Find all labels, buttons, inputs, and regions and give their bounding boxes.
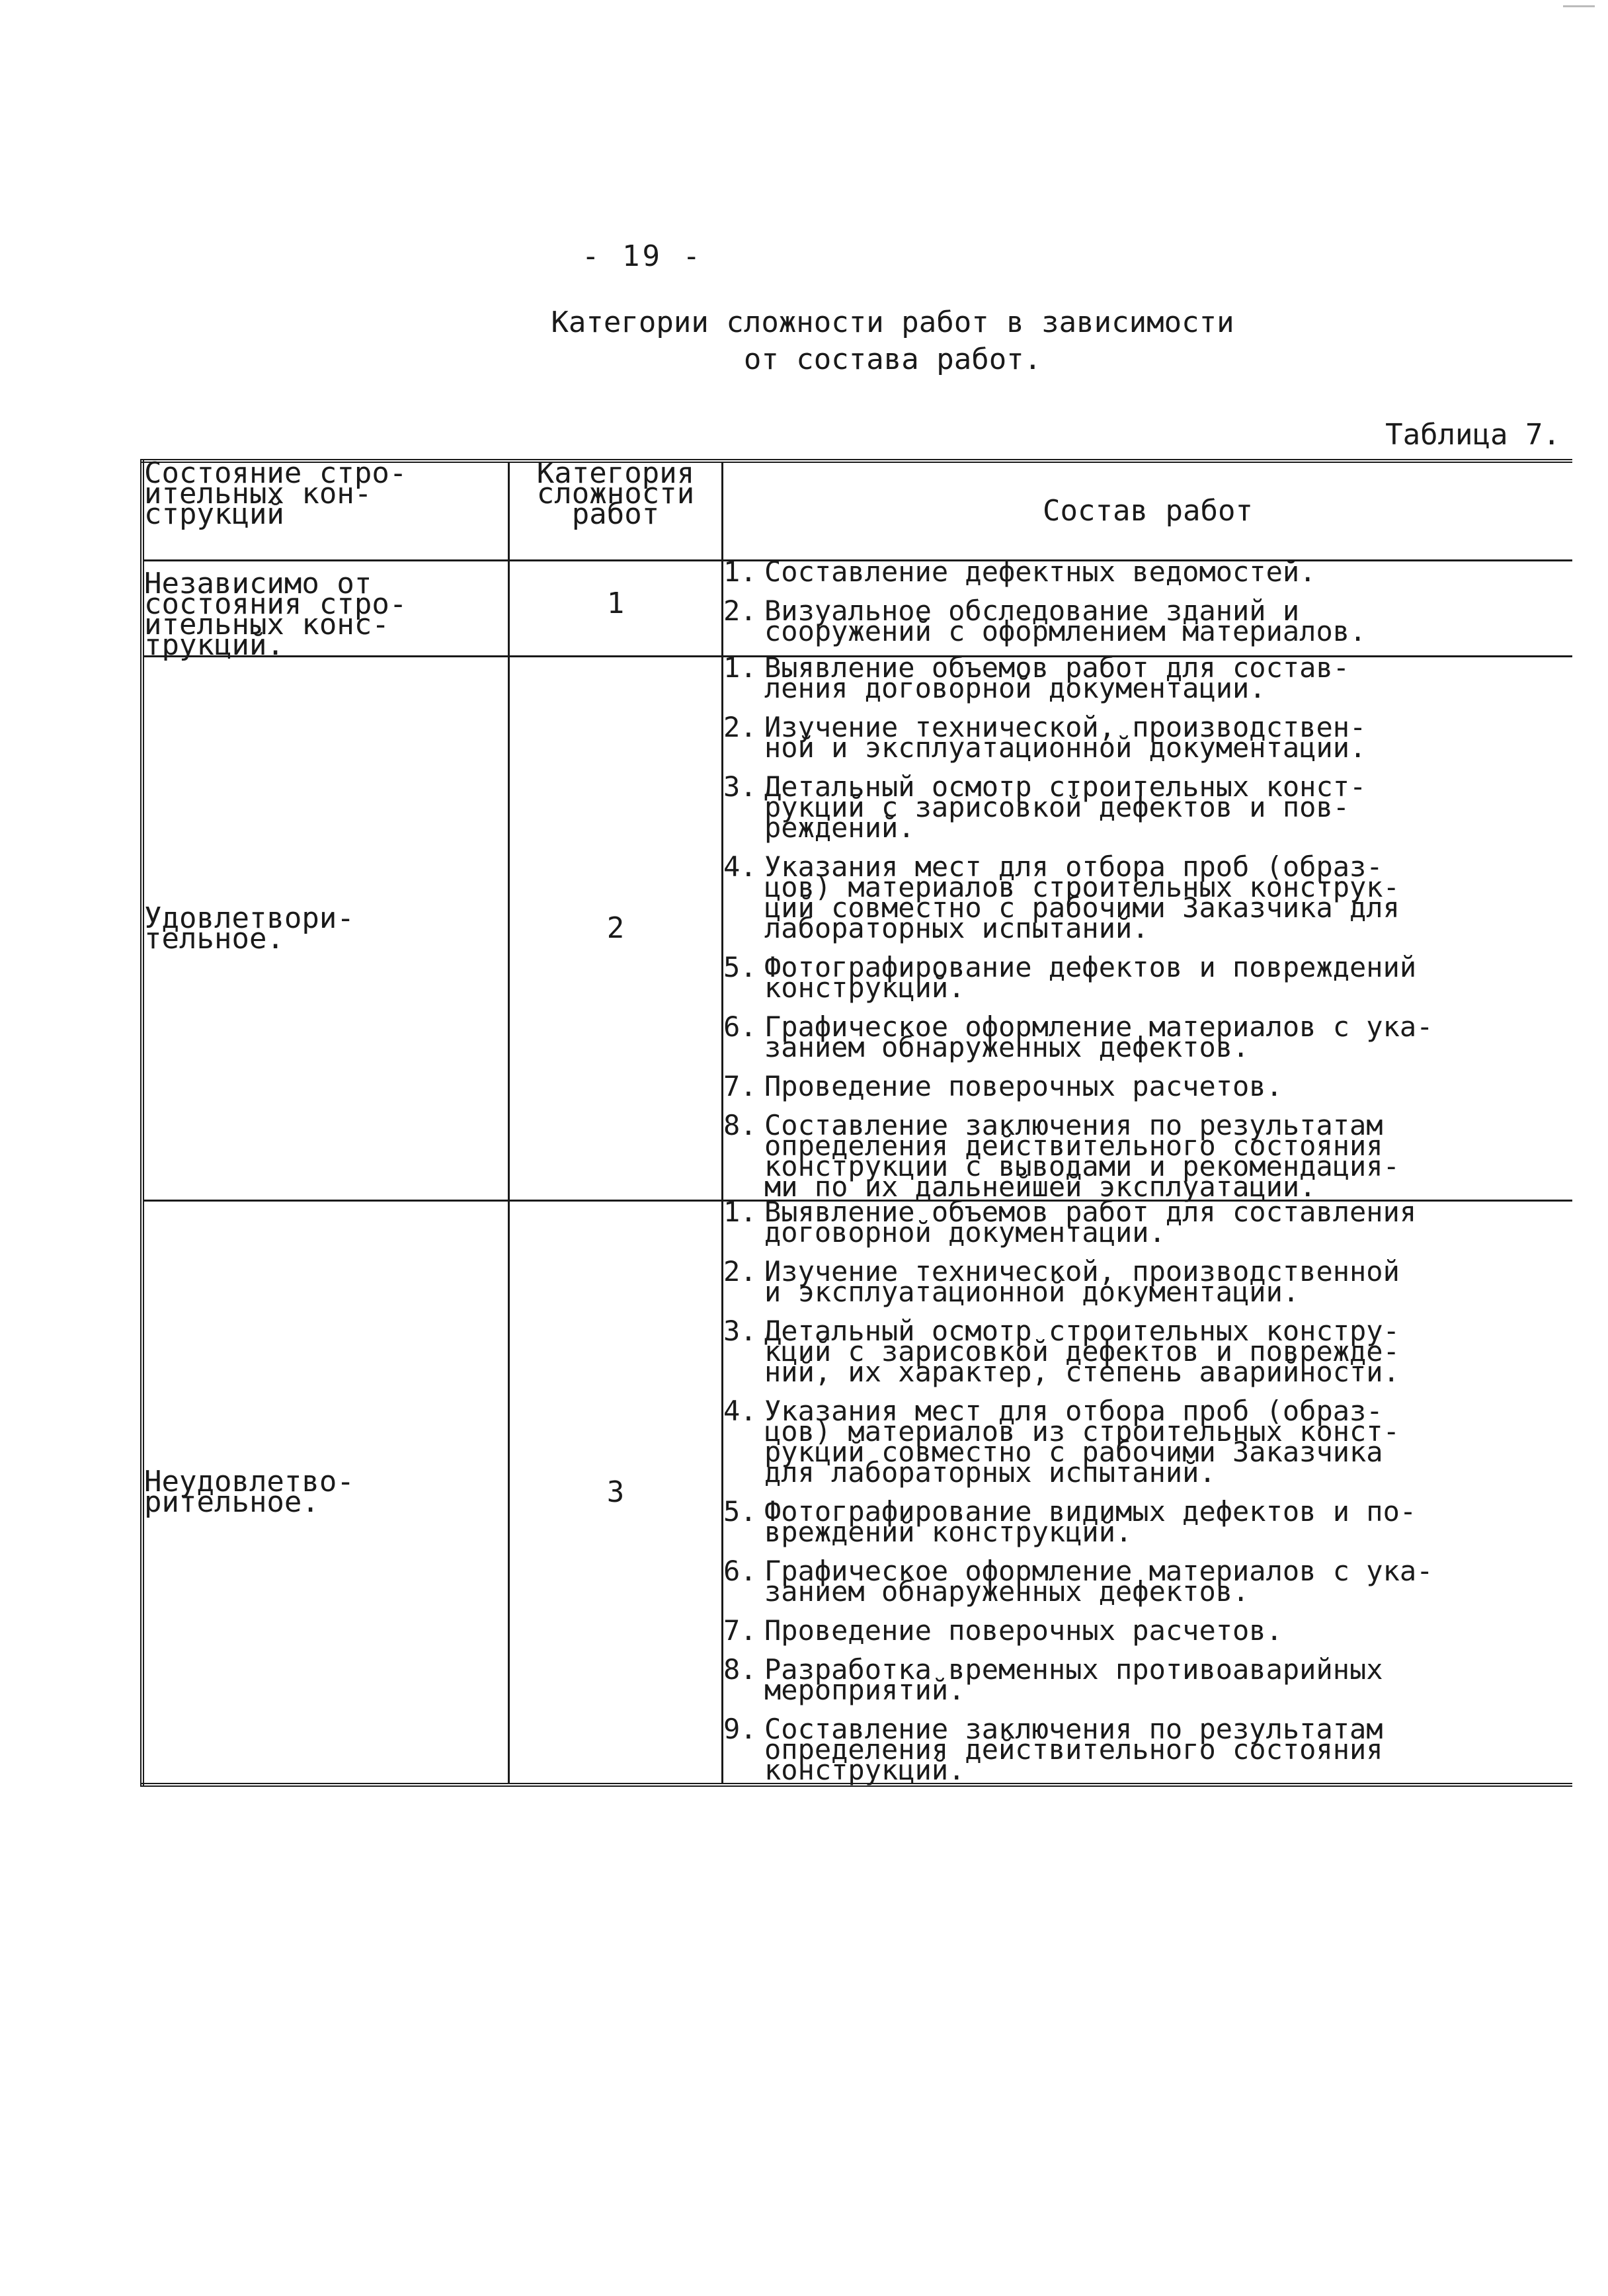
work-item-number: 2. — [723, 594, 757, 627]
scan-mark — [1563, 5, 1595, 7]
work-item-number: 5. — [723, 950, 757, 983]
work-item — [723, 1712, 1572, 1786]
work-item-number: 5. — [723, 1495, 757, 1528]
table-header-row — [142, 461, 1572, 560]
work-item-number: 1. — [723, 1195, 757, 1228]
work-item-text: Проведение поверочных расчетов. — [764, 1614, 1283, 1647]
row-works-list — [723, 555, 1573, 656]
work-item — [723, 1314, 1572, 1388]
title-line-2: от состава работ. — [743, 343, 1042, 376]
work-item-text: Графическое оформление материалов с ука- занием обнаруженных дефектов. — [764, 1554, 1433, 1608]
work-item-number: 7. — [723, 1614, 757, 1647]
work-item — [723, 950, 1572, 1004]
work-item-text: Выявление объемов работ для составления договорной документации. — [764, 1195, 1417, 1249]
work-item-text: Фотографирование видимых дефектов и по- вреждений конструкций. — [764, 1495, 1417, 1548]
work-item — [723, 1495, 1572, 1548]
header-state: Состояние стро- ительных кон- струкций — [142, 461, 509, 560]
work-item-number: 1. — [723, 651, 757, 684]
work-item-number: 2. — [723, 710, 757, 743]
work-item — [723, 1069, 1572, 1102]
work-item — [723, 1653, 1572, 1706]
row-works-list — [723, 1195, 1573, 1786]
page-title — [463, 304, 1322, 378]
work-item — [723, 1108, 1572, 1203]
table-body — [142, 555, 1572, 1786]
work-item-number: 9. — [723, 1712, 757, 1745]
page-number: - 19 - — [582, 239, 703, 273]
work-item — [723, 1195, 1572, 1249]
work-item-number: 4. — [723, 850, 757, 883]
work-item-text: Составление заключения по результатам определения действительного состояния конструкций. — [764, 1712, 1383, 1786]
work-item — [723, 1010, 1572, 1063]
table-row — [142, 560, 1572, 656]
table-row — [142, 656, 1572, 1200]
work-item-text: Детальный осмотр строительных констру- кций с зарисовкой дефектов и поврежде- ний, их характер, степень аварийности. — [764, 1314, 1400, 1388]
table-row — [142, 1200, 1572, 1785]
work-item — [723, 555, 1572, 588]
work-item-text: Выявление объемов работ для состав- ления договорной документации. — [764, 651, 1350, 704]
work-item-text: Проведение поверочных расчетов. — [764, 1069, 1283, 1102]
work-item — [723, 651, 1572, 704]
work-item-text: Составление заключения по результатам определения действительного состояния конструкции с выводами и рекомендация- ми по их дальнейшей эксплуатации. — [764, 1108, 1400, 1203]
works-table — [140, 456, 1572, 1787]
work-item-number: 2. — [723, 1254, 757, 1288]
work-item — [723, 850, 1572, 944]
work-item-text: Фотографирование дефектов и повреждений конструкций. — [764, 950, 1417, 1004]
row-category: 3 — [509, 1200, 723, 1785]
work-item-number: 4. — [723, 1394, 757, 1427]
work-item-number: 1. — [723, 555, 757, 588]
work-item-text: Разработка временных противоаварийных мероприятий. — [764, 1653, 1383, 1706]
row-category: 2 — [509, 656, 723, 1200]
work-item-text: Составление дефектных ведомостей. — [764, 555, 1316, 588]
work-item — [723, 1554, 1572, 1608]
work-item — [723, 1254, 1572, 1308]
work-item-number: 3. — [723, 1314, 757, 1347]
work-item — [723, 710, 1572, 764]
work-item-number: 8. — [723, 1108, 757, 1141]
work-item-number: 8. — [723, 1653, 757, 1686]
work-item-text: Графическое оформление материалов с ука- занием обнаруженных дефектов. — [764, 1010, 1433, 1063]
work-item-number: 3. — [723, 770, 757, 803]
work-item-text: Изучение технической, производствен- ной и эксплуатационной документации. — [764, 710, 1367, 764]
work-item-number: 7. — [723, 1069, 757, 1102]
header-works: Состав работ — [723, 461, 1573, 560]
work-item-text: Детальный осмотр строительных конст- рукций с зарисовкой дефектов и пов- реждений. — [764, 770, 1367, 844]
work-item-text: Указания мест для отбора проб (образ- цов) материалов строительных конструк- ций совместно с рабочими Заказчика для лабораторных испытаний. — [764, 850, 1400, 944]
work-item-number: 6. — [723, 1010, 757, 1043]
row-works-list — [723, 651, 1573, 1203]
work-item — [723, 594, 1572, 647]
work-item-text: Указания мест для отбора проб (образ- цов) материалов из строительных конст- рукций совместно с рабочими Заказчика для лабораторных испытаний. — [764, 1394, 1400, 1489]
work-item — [723, 1394, 1572, 1489]
work-item-number: 6. — [723, 1554, 757, 1587]
row-category: 1 — [509, 560, 723, 656]
header-category: Категория сложности работ — [509, 461, 723, 560]
work-item — [723, 1614, 1572, 1647]
table-label: Таблица 7. — [1385, 418, 1560, 452]
row-state: Неудовлетво- рительное. — [142, 1200, 509, 1785]
work-item-text: Визуальное обследование зданий и сооружений с оформлением материалов. — [764, 594, 1367, 647]
work-item-text: Изучение технической, производственной и эксплуатационной документации. — [764, 1254, 1400, 1308]
title-line-1: Категории сложности работ в зависимости — [551, 306, 1234, 339]
row-state: Удовлетвори- тельное. — [142, 656, 509, 1200]
row-state: Независимо от состояния стро- ительных конс- трукций. — [142, 560, 509, 656]
work-item — [723, 770, 1572, 844]
